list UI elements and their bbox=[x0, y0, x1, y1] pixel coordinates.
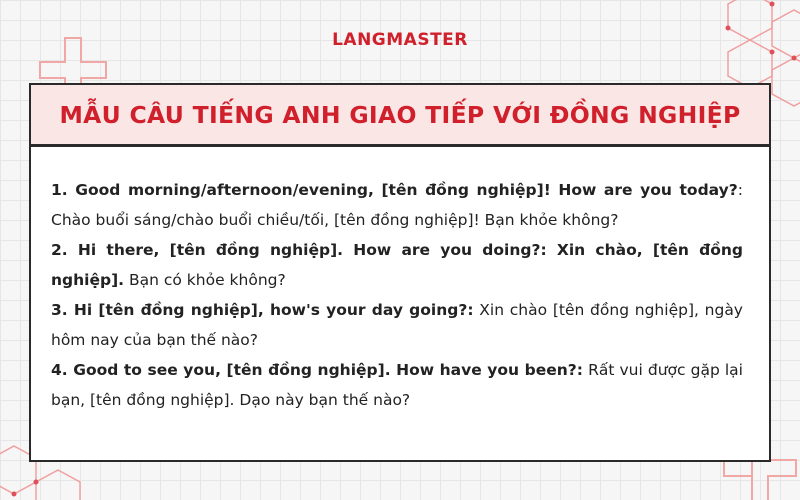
item-vietnamese-translation: Chào buổi sáng/chào buổi chiều/tối, [tên đồng nghiệp]! Bạn khỏe không? bbox=[51, 211, 619, 229]
title-banner bbox=[29, 83, 771, 146]
item-vietnamese-translation: Bạn có khỏe không? bbox=[124, 271, 286, 289]
content-panel bbox=[29, 145, 771, 462]
list-item bbox=[51, 355, 743, 415]
item-separator: : bbox=[737, 181, 743, 199]
item-vietnamese-translation: Xin chào [tên đồng nghiệp], ngày hôm nay của bạn thế nào? bbox=[51, 301, 743, 349]
list-item bbox=[51, 235, 743, 295]
item-english-phrase: 2. Hi there, [tên đồng nghiệp]. How are you doing?: Xin chào, [tên đồng nghiệp]. bbox=[51, 241, 743, 289]
brand-logo: LANGMASTER bbox=[332, 30, 468, 50]
page-title: MẪU CÂU TIẾNG ANH GIAO TIẾP VỚI ĐỒNG NGHIỆP bbox=[59, 100, 741, 129]
list-item bbox=[51, 295, 743, 355]
item-english-phrase: 4. Good to see you, [tên đồng nghiệp]. How have you been?: bbox=[51, 361, 583, 379]
item-english-phrase: 1. Good morning/afternoon/evening, [tên đồng nghiệp]! How are you today? bbox=[51, 181, 738, 199]
item-vietnamese-translation: Rất vui được gặp lại bạn, [tên đồng nghiệp]. Dạo này bạn thế nào? bbox=[51, 361, 743, 409]
list-item bbox=[51, 175, 743, 235]
item-english-phrase: 3. Hi [tên đồng nghiệp], how's your day going?: bbox=[51, 301, 474, 319]
